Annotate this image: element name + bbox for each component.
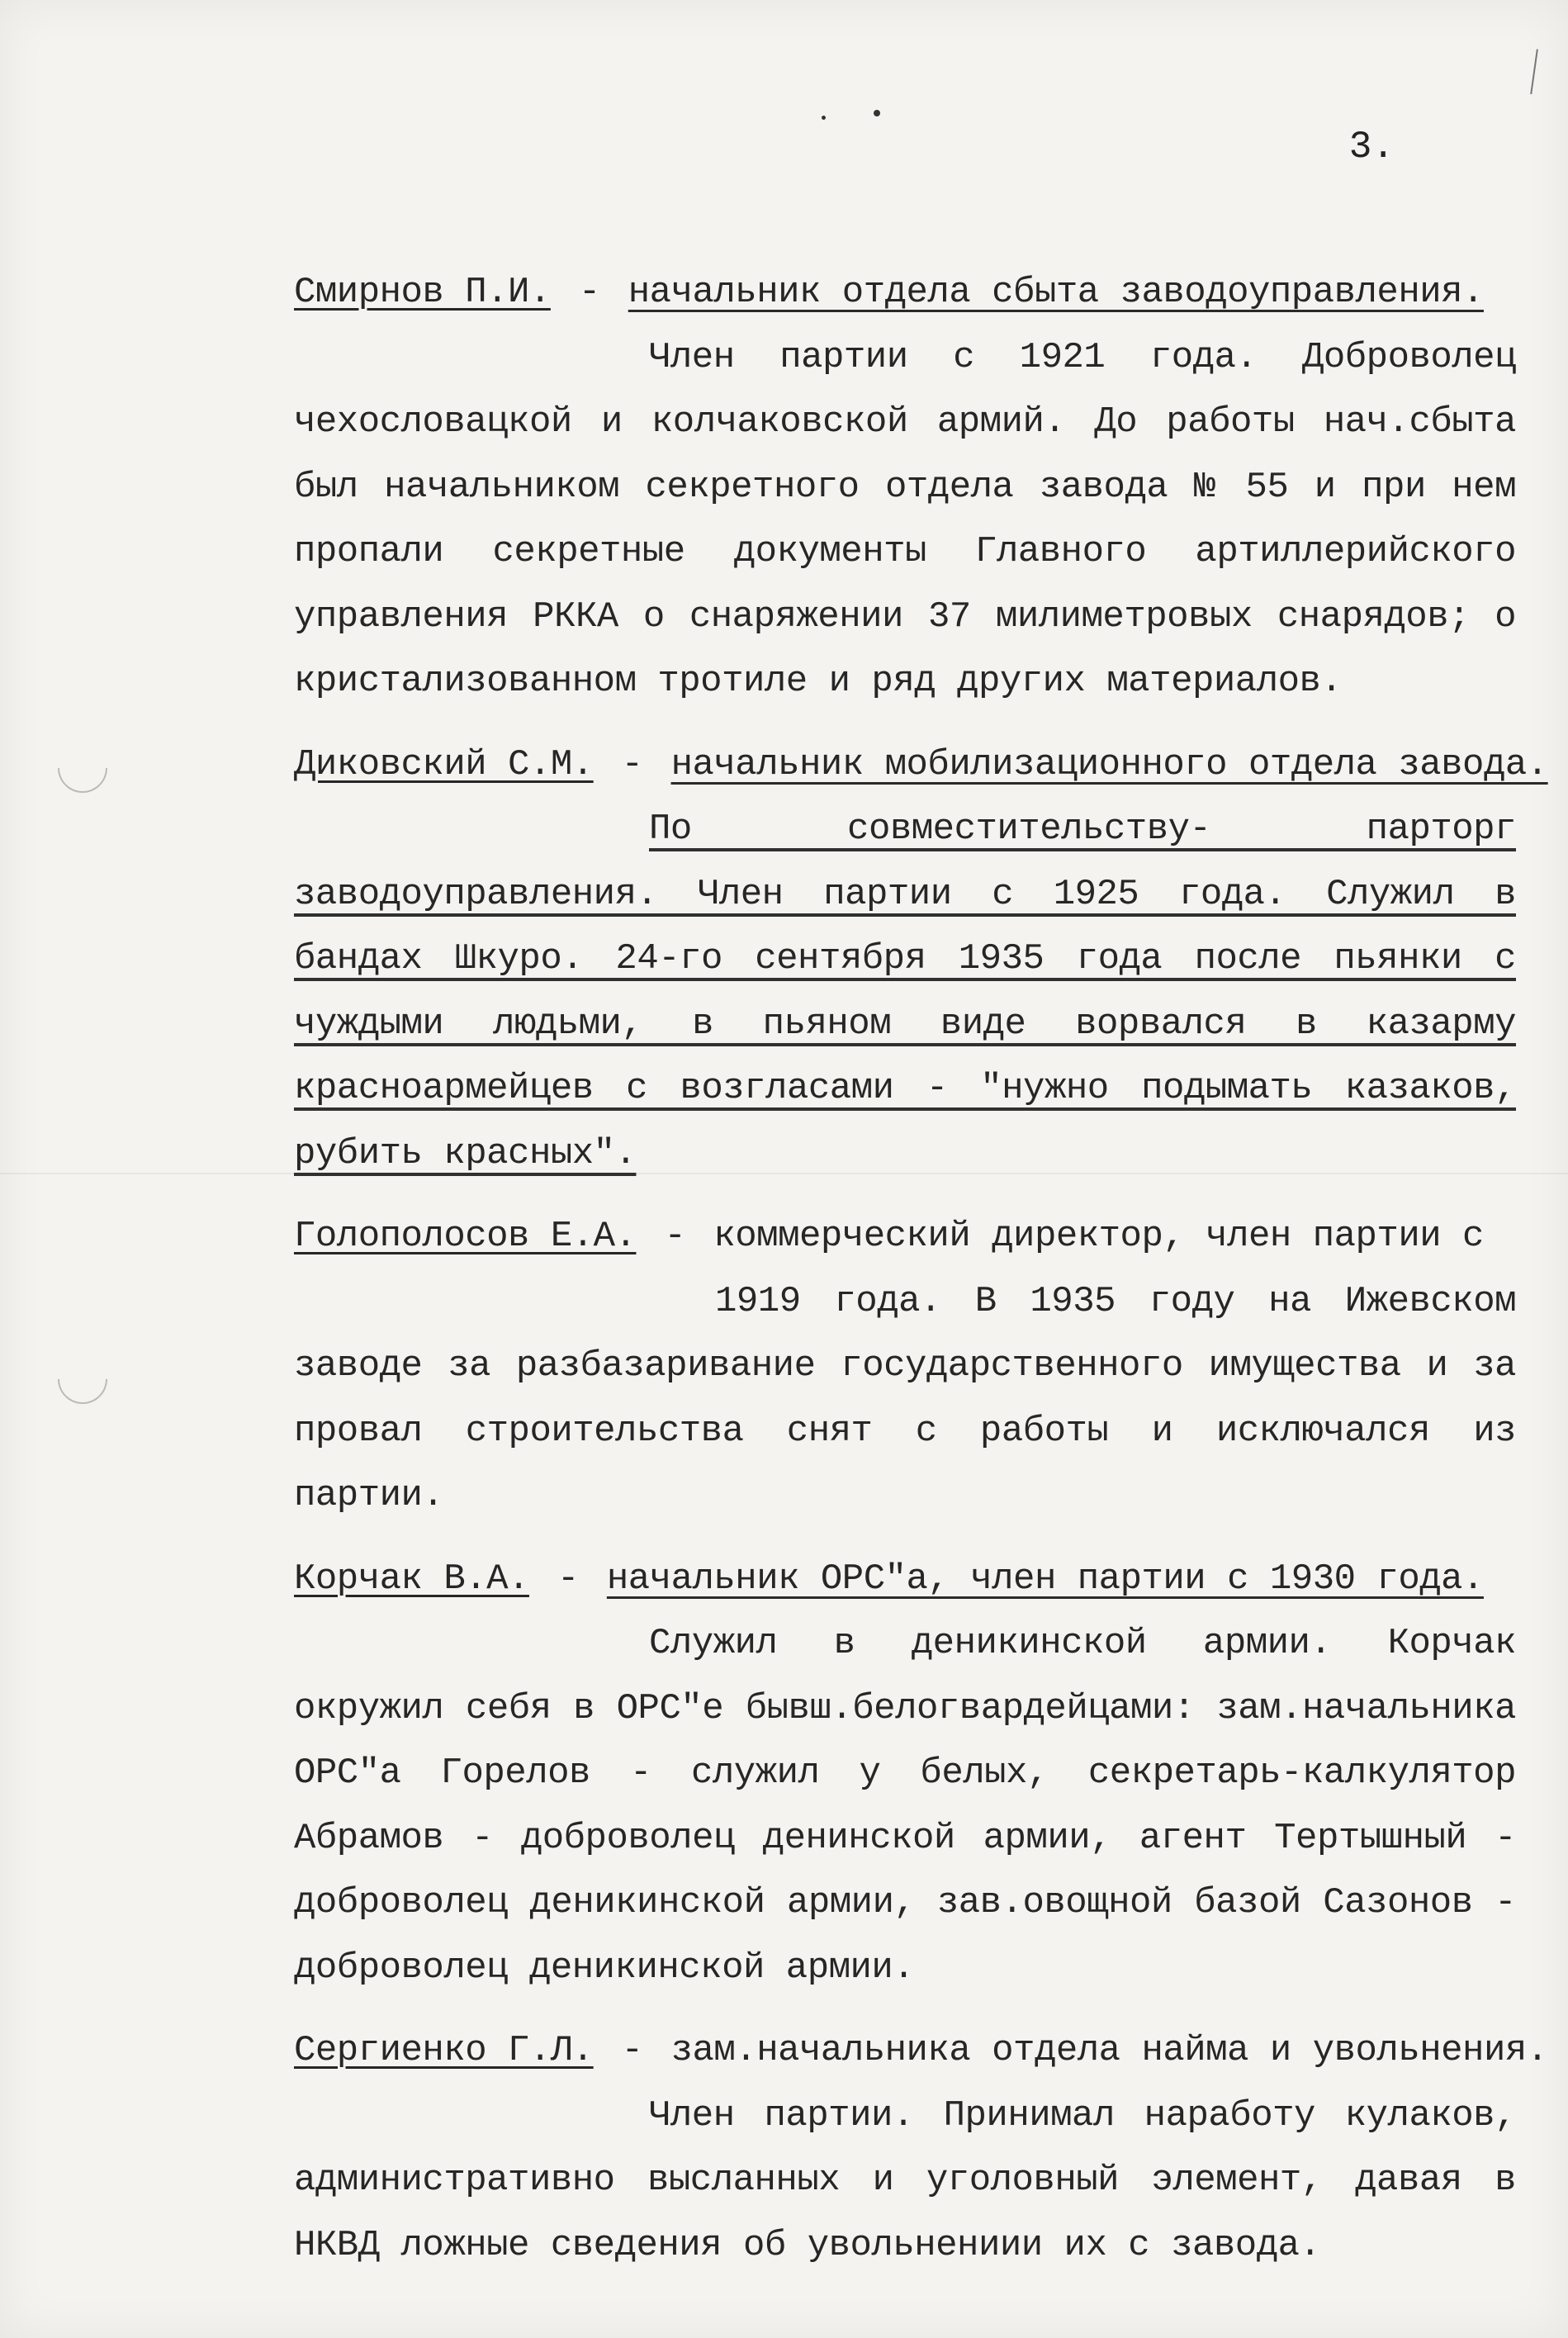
entry-text: По совместительству- парторг заводоуправления. Член партии с 1925 года. Служил в бандах Шкуро. 24-го сентября 1935 года после пьянки с чуждыми людьми, в пьяном виде ворвался в казарму красноармейцев с возгласами - "нужно подымать казаков, рубить красных". — [294, 809, 1516, 1174]
person-role: коммерческий директор, член партии с — [713, 1216, 1484, 1257]
punch-hole-mark — [48, 1344, 118, 1415]
entry-korchak: Корчак В.А. - начальник ОРС"а, член партии с 1930 года. Служил в деникинской армии. Корчак окружил себя в ОРС"е бывш.белогвардейцами: зам.начальника ОРС"а Горелов - служил у белых, секретарь-калкулятор Абрамов - доброволец денинской армии, агент Тертышный - доброволец деникинской армии, зав.овощной базой Сазонов - доброволец деникинской армии. — [294, 1558, 1516, 1989]
person-name: Диковский С.М. — [294, 743, 594, 785]
corner-mark — [1530, 49, 1547, 95]
ink-dot — [822, 116, 826, 120]
person-name: Смирнов П.И. — [294, 272, 551, 313]
person-role: начальник отдела сбыта заводоуправления. — [628, 272, 1484, 313]
person-role: начальник ОРС"а, член партии с 1930 года. — [606, 1558, 1484, 1600]
entry-dikovsky: Диковский С.М. - начальник мобилизационного отдела завода. По совместительству- парторг заводоуправления. Член партии с 1925 года. Служил в бандах Шкуро. 24-го сентября 1935 года после пьянки с чуждыми людьми, в пьяном виде ворвался в казарму красноармейцев с возгласами - "нужно подымать казаков, рубить красных". — [294, 743, 1548, 1174]
entry-text: Член партии с 1921 года. Доброволец чехословацкой и колчаковской армий. До работы нач.сбыта был начальником секретного отдела завода № 55 и при нем пропали секретные документы Главного артиллерийского управления РККА о снаряжении 37 милиметровых снарядов; о кристализованном тротиле и ряд других материалов. — [294, 336, 1516, 702]
entry-smirnov: Смирнов П.И. - начальник отдела сбыта заводоуправления. Член партии с 1921 года. Доброволец чехословацкой и колчаковской армий. До работы нач.сбыта был начальником секретного отдела завода № 55 и при нем пропали секретные документы Главного артиллерийского управления РККА о снаряжении 37 милиметровых снарядов; о кристализованном тротиле и ряд других материалов. — [294, 272, 1516, 702]
person-name: Сергиенко Г.Л. — [294, 2030, 594, 2071]
entry-text: Служил в деникинской армии. Корчак окружил себя в ОРС"е бывш.белогвардейцами: зам.начальника ОРС"а Горелов - служил у белых, секретарь-калкулятор Абрамов - доброволец денинской армии, агент Тертышный - доброволец деникинской армии, зав.овощной базой Сазонов - доброволец деникинской армии. — [294, 1623, 1516, 1989]
punch-hole-mark — [48, 733, 118, 804]
entry-sergienko: Сергиенко Г.Л. - зам.начальника отдела найма и увольнения. Член партии. Принимал наработу кулаков, административно высланных и уголовный элемент, давая в НКВД ложные сведения об увольнениии их с завода. — [294, 2030, 1548, 2266]
person-role: зам.начальника отдела найма и увольнения. — [670, 2030, 1548, 2071]
entry-golopolosov: Голополосов Е.А. - коммерческий директор, член партии с 1919 года. В 1935 году на Ижевском заводе за разбазаривание государственного имущества и за провал строительства снят с работы и исключался из партии. — [294, 1216, 1516, 1516]
person-name: Корчак В.А. — [294, 1558, 529, 1600]
person-name: Голополосов Е.А. — [294, 1216, 637, 1257]
entry-text: Член партии. Принимал наработу кулаков, административно высланных и уголовный элемент, давая в НКВД ложные сведения об увольнениии их с завода. — [294, 2094, 1516, 2266]
typed-text — [294, 260, 1548, 2296]
ink-dot — [874, 110, 880, 116]
person-role: начальник мобилизационного отдела завода. — [670, 743, 1548, 785]
page-number: 3. — [1348, 126, 1395, 168]
entry-text: 1919 года. В 1935 году на Ижевском заводе за разбазаривание государственного имущества и за провал строительства снят с работы и исключался из партии. — [294, 1280, 1516, 1516]
